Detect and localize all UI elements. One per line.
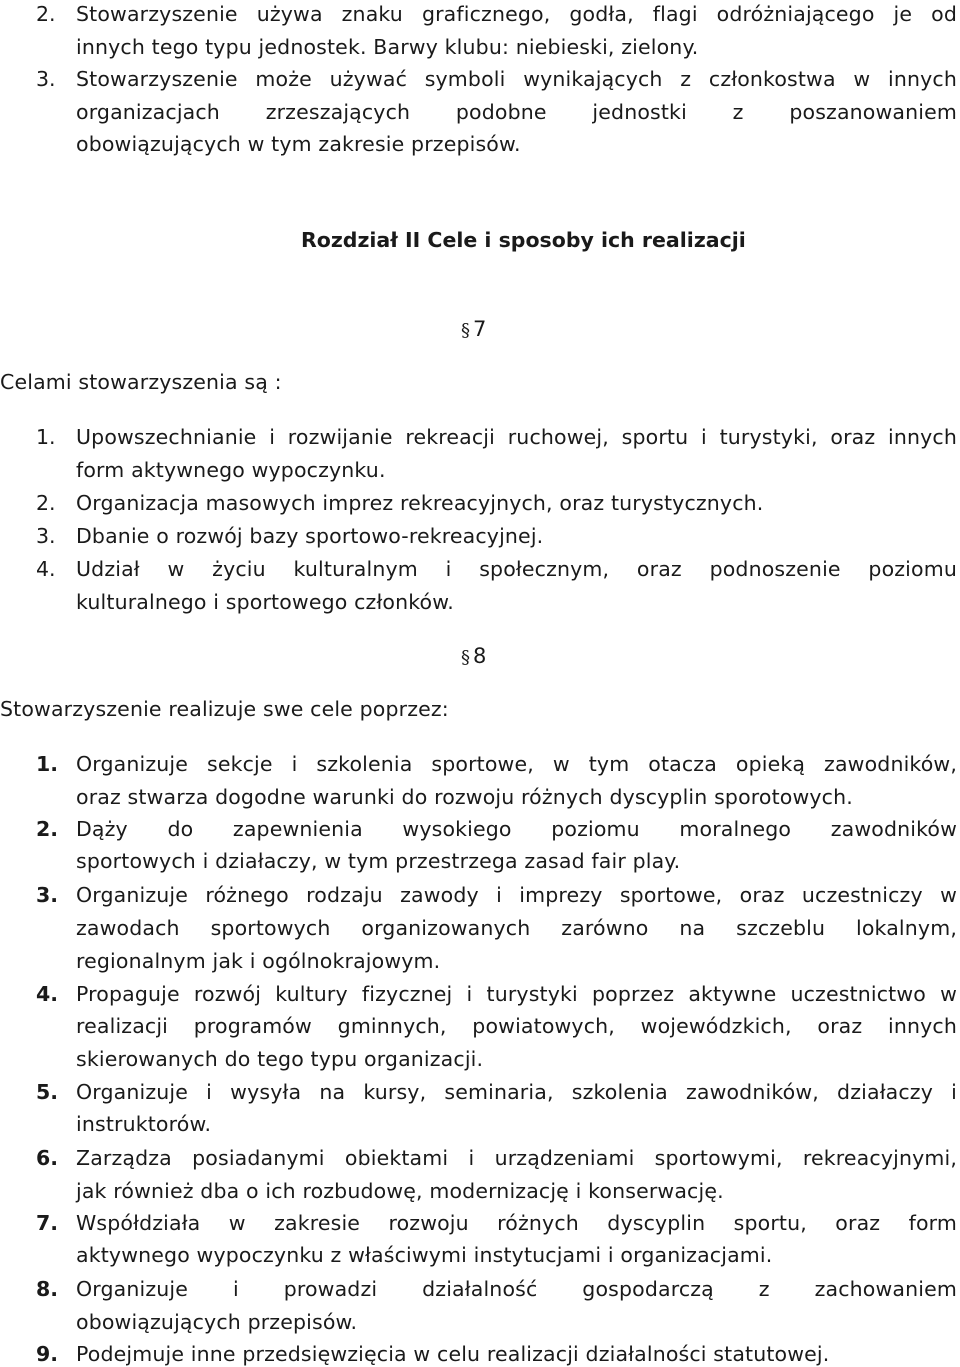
list-line: Organizuje różnego rodzaju zawody i imprezy sportowe, oraz uczestniczy w (76, 883, 957, 907)
list-number: 8. (36, 1277, 59, 1301)
list-number: 3. (36, 883, 59, 907)
list-line: Organizuje i prowadzi działalność gospodarczą z zachowaniem (76, 1277, 957, 1301)
list-line: oraz stwarza dogodne warunki do rozwoju różnych dyscyplin sporotowych. (76, 785, 853, 809)
list-number: 5. (36, 1080, 59, 1104)
list-line: Organizacja masowych imprez rekreacyjnych, oraz turystycznych. (76, 491, 764, 515)
list-line: obowiązujących przepisów. (76, 1310, 358, 1334)
paragraph-number: 7 (473, 317, 487, 341)
list-line: obowiązujących w tym zakresie przepisów. (76, 132, 521, 156)
list-line: kulturalnego i sportowego członków. (76, 590, 454, 614)
list-line: Podejmuje inne przedsięwzięcia w celu realizacji działalności statutowej. (76, 1342, 830, 1366)
list-number: 2. (36, 491, 56, 515)
means-intro: Stowarzyszenie realizuje swe cele poprzez: (0, 697, 449, 721)
list-number: 1. (36, 425, 56, 449)
list-line: Propaguje rozwój kultury fizycznej i turystyki poprzez aktywne uczestnictwo w (76, 982, 957, 1006)
list-number: 4. (36, 982, 59, 1006)
list-line: Współdziała w zakresie rozwoju różnych dyscyplin sportu, oraz form (76, 1211, 957, 1235)
section-symbol: § (461, 320, 470, 341)
list-number: 3. (36, 524, 56, 548)
list-number: 9. (36, 1342, 59, 1366)
paragraph-marker-8 (461, 646, 486, 667)
list-line: regionalnym jak i ogólnokrajowym. (76, 949, 441, 973)
list-line: innych tego typu jednostek. Barwy klubu: niebieski, zielony. (76, 35, 699, 59)
list-line: sportowych i działaczy, w tym przestrzega zasad fair play. (76, 849, 681, 873)
list-number: 6. (36, 1146, 59, 1170)
list-number: 1. (36, 752, 59, 776)
list-line: Organizuje i wysyła na kursy, seminaria, szkolenia zawodników, działaczy i (76, 1080, 957, 1104)
list-number: 4. (36, 557, 56, 581)
list-line: aktywnego wypoczynku z właściwymi instytucjami i organizacjami. (76, 1243, 773, 1267)
list-line: realizacji programów gminnych, powiatowych, wojewódzkich, oraz innych (76, 1014, 957, 1038)
list-line: Udział w życiu kulturalnym i społecznym, oraz podnoszenie poziomu (76, 557, 957, 581)
paragraph-number: 8 (473, 644, 487, 668)
list-number: 2. (36, 817, 59, 841)
list-line: Stowarzyszenie może używać symboli wynikających z członkostwa w innych (76, 67, 957, 91)
list-number: 7. (36, 1211, 59, 1235)
list-line: form aktywnego wypoczynku. (76, 458, 386, 482)
list-line: Zarządza posiadanymi obiektami i urządzeniami sportowymi, rekreacyjnymi, (76, 1146, 957, 1170)
goals-intro: Celami stowarzyszenia są : (0, 370, 282, 394)
list-line: organizacjach zrzeszających podobne jednostki z poszanowaniem (76, 100, 957, 124)
list-number: 2. (36, 2, 56, 26)
list-line: Dbanie o rozwój bazy sportowo-rekreacyjnej. (76, 524, 544, 548)
paragraph-marker-7 (461, 319, 486, 340)
list-line: Organizuje sekcje i szkolenia sportowe, w tym otacza opieką zawodników, (76, 752, 957, 776)
list-line: skierowanych do tego typu organizacji. (76, 1047, 484, 1071)
list-line: zawodach sportowych organizowanych zarówno na szczeblu lokalnym, (76, 916, 957, 940)
list-number: 3. (36, 67, 56, 91)
list-line: Dąży do zapewnienia wysokiego poziomu moralnego zawodników (76, 817, 957, 841)
section-symbol: § (461, 647, 470, 668)
list-line: jak również dba o ich rozbudowę, modernizację i konserwację. (76, 1179, 724, 1203)
list-line: Upowszechnianie i rozwijanie rekreacji ruchowej, sportu i turystyki, oraz innych (76, 425, 957, 449)
list-line: Stowarzyszenie używa znaku graficznego, godła, flagi odróżniającego je od (76, 2, 957, 26)
list-line: instruktorów. (76, 1112, 212, 1136)
chapter-heading: Rozdział II Cele i sposoby ich realizacji (301, 228, 746, 252)
